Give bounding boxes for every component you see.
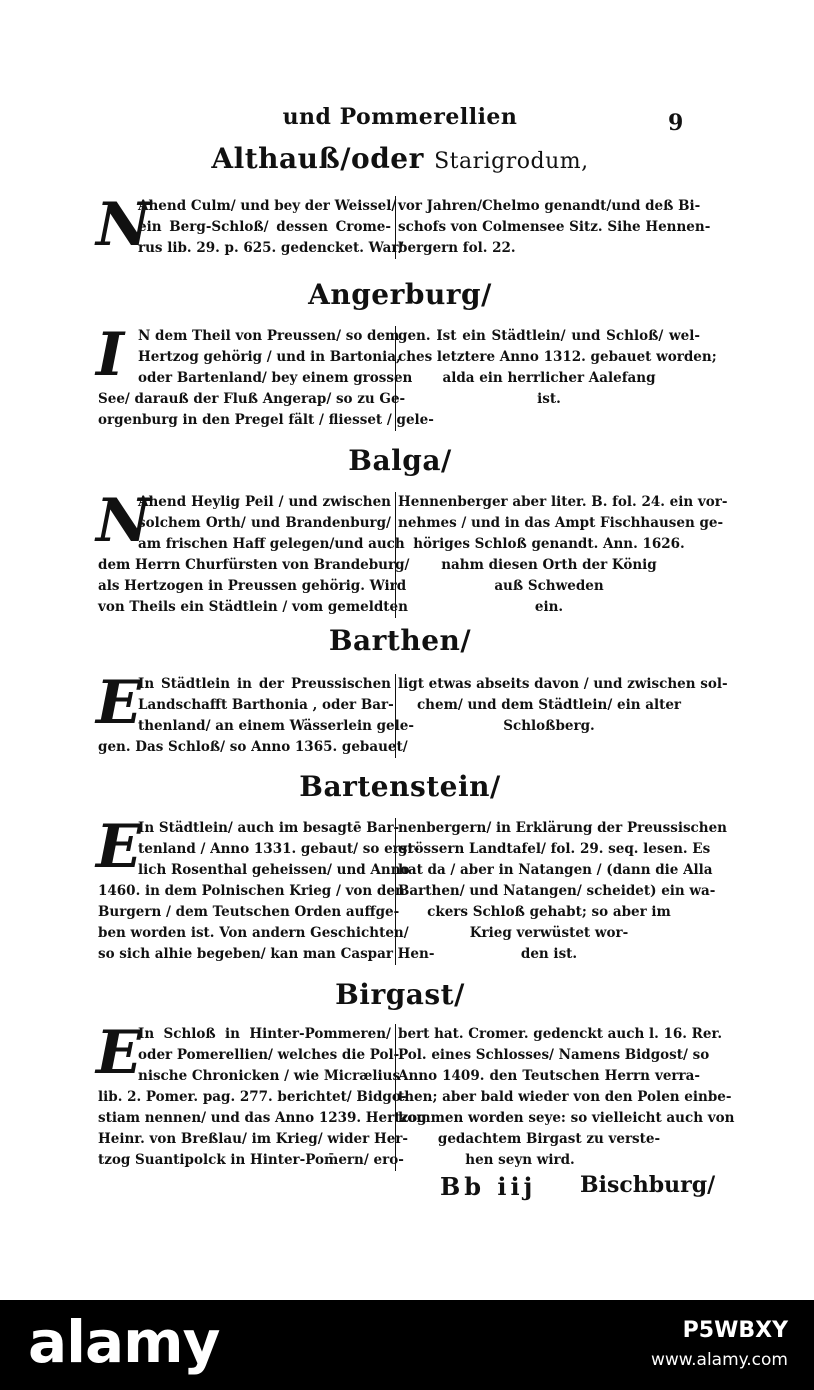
text-line: hat da / aber in Natangen / (dann die Alla xyxy=(398,862,713,878)
heading-text: Angerburg/ xyxy=(308,278,492,311)
text-line: gen. Das Schloß/ so Anno 1365. gebauet/ xyxy=(98,739,408,755)
entry-althauss xyxy=(96,190,711,262)
catchword: Bischburg/ xyxy=(580,1172,716,1198)
text-line: Burgern / dem Teutschen Orden auffge- xyxy=(98,904,400,920)
text-line: nehmes / und in das Ampt Fischhausen ge- xyxy=(398,515,724,531)
text-line: bert hat. Cromer. gedenckt auch l. 16. Rer. xyxy=(398,1026,723,1042)
text-line: tenland / Anno 1331. gebaut/ so erst- xyxy=(138,841,420,857)
left-column xyxy=(96,1018,427,1171)
page-footer xyxy=(440,1152,716,1201)
text-line: rus lib. 29. p. 625. gedencket. War/ xyxy=(138,240,404,256)
text-line: bergern fol. 22. xyxy=(398,240,516,256)
left-column xyxy=(96,320,434,431)
text-line: orgenburg in den Pregel fält / fliesset / gele- xyxy=(98,412,434,428)
text-line: stiam nennen/ und das Anno 1239. Hertzog xyxy=(98,1110,427,1126)
heading-subtitle: Starigrodum, xyxy=(434,149,589,174)
text-line: kommen worden seye: so vielleicht auch von xyxy=(398,1110,735,1126)
left-column xyxy=(96,486,410,618)
text-line: ist. xyxy=(537,391,561,407)
section-heading-althauss xyxy=(100,142,700,175)
text-line: gedachtem Birgast zu verste- xyxy=(437,1131,661,1147)
text-line: alda ein herrlicher Aalefang xyxy=(442,370,656,386)
text-line: Heinr. von Breßlau/ im Krieg/ wider Her- xyxy=(98,1131,409,1147)
section-heading-birgast xyxy=(100,978,700,1011)
text-line: den ist. xyxy=(520,946,578,962)
heading-text: Althauß/oder xyxy=(211,142,424,175)
right-column xyxy=(398,196,711,259)
section-heading-balga xyxy=(100,444,700,477)
drop-cap: E xyxy=(96,812,142,882)
text-line: von Theils ein Städtlein / vom gemeldten xyxy=(98,599,408,615)
text-line: Barthen/ und Natangen/ scheidet) ein wa- xyxy=(398,883,716,899)
text-line: schofs von Colmensee Sitz. Sihe Hennen- xyxy=(398,219,711,235)
entry-barthen xyxy=(96,668,728,760)
alamy-logo: alamy xyxy=(28,1308,220,1376)
text-line: Anno 1409. den Teutschen Herrn verra- xyxy=(398,1068,700,1084)
text-line: then; aber bald wieder von den Polen einbe- xyxy=(398,1089,732,1105)
text-line: In Städtlein/ auch im besagtē Bar- xyxy=(138,820,400,836)
text-line: ches letztere Anno 1312. gebauet worden; xyxy=(398,349,717,365)
text-line: dem Herrn Churfürsten von Brandeburg/ xyxy=(98,557,410,573)
text-line: N dem Theil von Preussen/ so dem xyxy=(138,328,400,344)
text-line: Krieg verwüstet wor- xyxy=(469,925,629,941)
text-line: chem/ und dem Städtlein/ ein alter xyxy=(416,697,682,713)
section-heading-barthen xyxy=(100,624,700,657)
text-line: so sich alhie begeben/ kan man Caspar Hen- xyxy=(98,946,435,962)
right-column xyxy=(398,818,727,965)
text-line: Hertzog gehörig / und in Bartonia, xyxy=(138,349,401,365)
text-line: thenland/ an einem Wässerlein gele- xyxy=(138,718,414,734)
drop-cap: I xyxy=(96,320,125,390)
right-column xyxy=(398,492,728,618)
text-line: am frischen Haff gelegen/und auch xyxy=(138,536,405,552)
drop-cap: N xyxy=(96,190,151,260)
drop-cap: E xyxy=(96,1018,142,1088)
text-line: vor Jahren/Chelmo genandt/und deß Bi- xyxy=(398,198,701,214)
text-line: ben worden ist. Von andern Geschichten/ xyxy=(98,925,409,941)
text-line: ein Berg-Schloß/ dessen Crome- xyxy=(138,219,391,235)
section-heading-bartenstein xyxy=(100,770,700,803)
text-line: lib. 2. Pomer. pag. 277. berichtet/ Bidgo- xyxy=(98,1089,407,1105)
right-column xyxy=(398,1024,735,1150)
text-line: lich Rosenthal geheissen/ und Anno xyxy=(138,862,410,878)
text-line: In Städtlein in der Preussischen xyxy=(138,676,391,692)
text-line: oder Bartenland/ bey einem grossen xyxy=(138,370,413,386)
text-line: Pol. eines Schlosses/ Namens Bidgost/ so xyxy=(398,1047,710,1063)
text-line: Hennenberger aber liter. B. fol. 24. ein vor- xyxy=(398,494,728,510)
text-line: höriges Schloß genandt. Ann. 1626. xyxy=(413,536,685,552)
text-line: tzog Suantipolck in Hinter-Pom̄ern/ ero- xyxy=(98,1152,404,1168)
text-line: Schloßberg. xyxy=(503,718,595,734)
banner-url: www.alamy.com xyxy=(650,1350,788,1370)
final-line: hen seyn wird. xyxy=(465,1152,575,1168)
text-line: In Schloß in Hinter-Pommeren/ xyxy=(138,1026,391,1042)
entry-birgast xyxy=(96,1018,735,1174)
text-line: Ahend Culm/ und bey der Weissel/ xyxy=(138,198,397,214)
text-line: ligt etwas abseits davon / und zwischen sol- xyxy=(398,676,728,692)
text-line: ckers Schloß gehabt; so aber im xyxy=(427,904,671,920)
entry-angerburg xyxy=(96,320,717,434)
left-column xyxy=(96,668,414,758)
text-line: ein. xyxy=(534,599,564,615)
text-line: grössern Landtafel/ fol. 29. seq. lesen. Es xyxy=(398,841,711,857)
heading-text: Birgast/ xyxy=(335,978,465,1011)
stock-watermark-banner xyxy=(0,1300,814,1390)
heading-text: Balga/ xyxy=(348,444,452,477)
drop-cap: E xyxy=(96,668,142,738)
image-id: P5WBXY xyxy=(682,1318,788,1343)
text-line: oder Pomerellien/ welches die Pol- xyxy=(138,1047,400,1063)
text-line: 1460. in dem Polnischen Krieg / von den xyxy=(98,883,405,899)
entry-bartenstein xyxy=(96,812,727,968)
text-line: auß Schweden xyxy=(494,578,604,594)
page-number: 9 xyxy=(668,110,684,136)
text-line: See/ darauß der Fluß Angerap/ so zu Ge- xyxy=(98,391,406,407)
entry-balga xyxy=(96,486,728,620)
left-column xyxy=(96,812,435,965)
text-line: gen. Ist ein Städtlein/ und Schloß/ wel- xyxy=(398,328,700,344)
left-column xyxy=(96,190,404,260)
heading-text: Barthen/ xyxy=(328,624,472,657)
heading-text: Bartenstein/ xyxy=(299,770,501,803)
text-line: als Hertzogen in Preussen gehörig. Wird xyxy=(98,578,407,594)
right-column xyxy=(398,326,717,410)
section-heading-angerburg xyxy=(100,278,700,311)
text-line: Landschafft Barthonia , oder Bar- xyxy=(138,697,394,713)
right-column xyxy=(398,674,728,737)
text-line: nenbergern/ in Erklärung der Preussischen xyxy=(398,820,727,836)
running-head: und Pommerellien xyxy=(282,104,518,130)
text-line: solchem Orth/ und Brandenburg/ xyxy=(138,515,391,531)
text-line: Ahend Heylig Peil / und zwischen xyxy=(138,494,391,510)
signature-mark: Bb iij xyxy=(440,1172,537,1201)
drop-cap: N xyxy=(96,486,151,556)
text-line: nahm diesen Orth der König xyxy=(441,557,657,573)
text-line: nische Chronicken / wie Micrælius xyxy=(138,1068,401,1084)
